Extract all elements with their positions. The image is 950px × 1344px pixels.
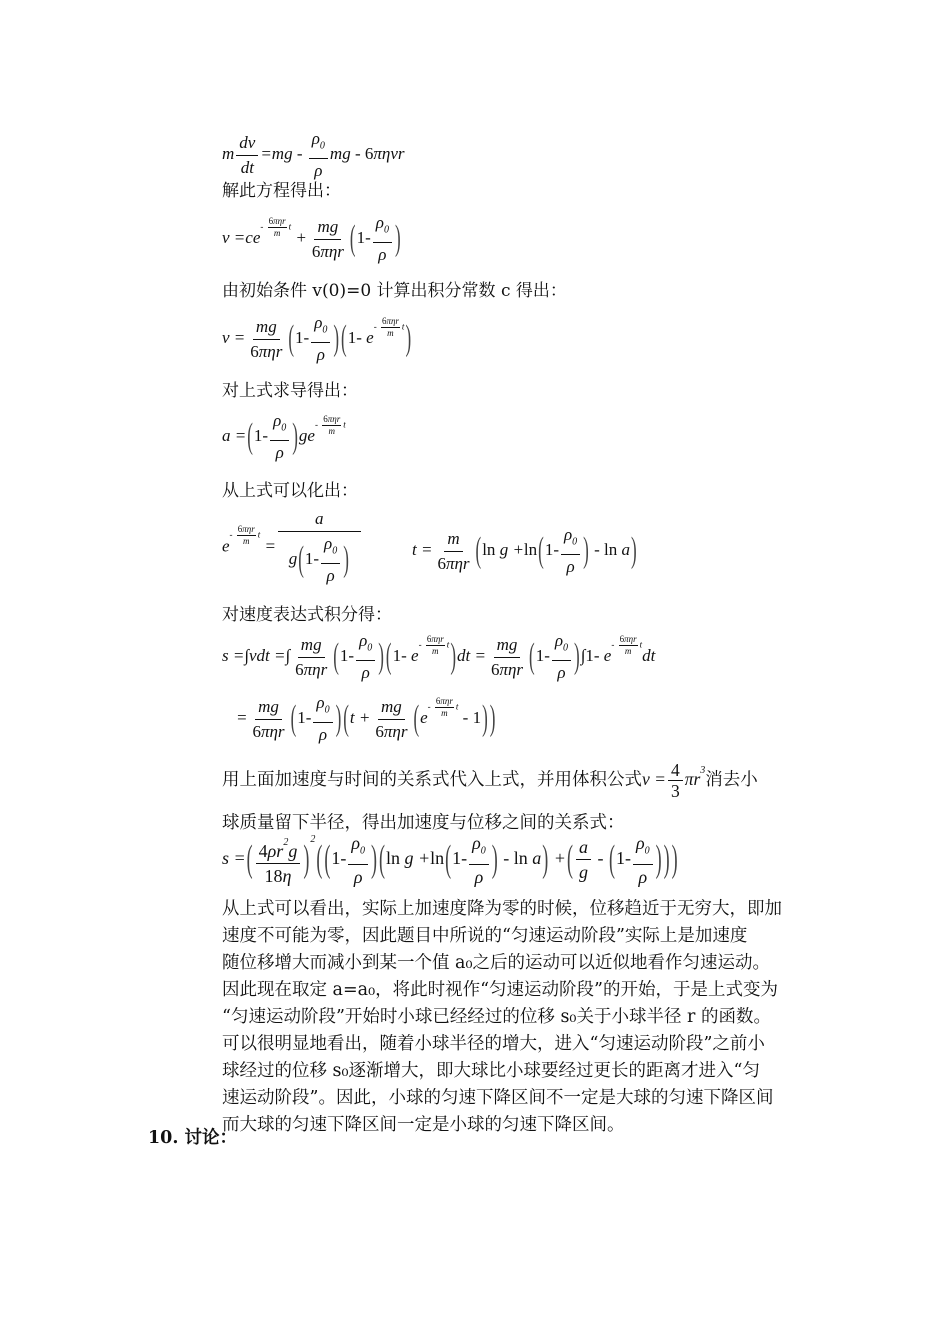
equation-exponential-ratio: e- 6πηr m t = a g(1- $\frac{\rho_0}{\rho}$ ) [222,508,363,587]
text-integrate: 对速度表达式积分得： [222,605,392,625]
conclusion-line: 速运动阶段”。因此，小球的匀速下降区间不一定是大球的匀速下降区间 [222,1088,774,1108]
equation-displacement-result: = mg 6πηr (1- $\frac{\rho_0}{\rho}$ ) (t + mg 6πηr (e- 6πηr m t - 1) ) [236,693,496,745]
conclusion-line: 从上式可以看出，实际上加速度降为零的时候，位移趋近于无穷大，即加 [222,899,782,919]
equation-velocity: v = mg 6πηr (1- $\frac{\rho_0}{\rho}$ ) (1- e- 6πηr m t) [222,313,412,365]
equation-general-solution: v =ce- 6πηr m t + mg 6πηr (1- $\frac{\rho_0}{\rho}$ ) [222,213,401,265]
conclusion-paragraph [222,896,832,1139]
conclusion-line: 而大球的匀速下降区间一定是小球的匀速下降区间。 [222,1115,625,1135]
conclusion-line: 速度不可能为零，因此题目中所说的“匀速运动阶段”实际上是加速度 [222,926,748,946]
volume-formula: v = $\frac{4}{3}$ $\pi r^3$ [642,760,706,802]
equation-acceleration: a =(1- $\frac{\rho_0}{\rho}$ )ge- 6πηr m t [222,411,346,463]
conclusion-line: 可以很明显地看出，随着小球半径的增大，进入“匀速运动阶段”之前小 [222,1034,765,1054]
text-simplify: 从上式可以化出： [222,481,358,501]
equation-displacement-integral: s =∫vdt =∫ mg 6πηr (1- $\frac{\rho_0}{\rho}$ ) (1- e- 6πηr m t)dt = mg 6πηr (1- $\frac{\rho_0}{\rho}$ )∫1- e- 6πηr m tdt [222,631,656,683]
text-derivative: 对上式求导得出： [222,381,358,401]
conclusion-line: 球经过的位移 s₀逐渐增大，即大球比小球要经过更长的距离才进入“匀 [222,1061,761,1081]
equation-time: t = m 6πηr (ln g +ln(1- $\frac{\rho_0}{\rho}$ ) - ln a) [412,525,637,577]
text-solve-equation: 解此方程得出： [222,181,341,201]
conclusion-line: “匀速运动阶段”开始时小球已经经过的位移 s₀关于小球半径 r 的函数。 [222,1007,771,1027]
equation-final-displacement: s =( $\frac{4\rho r^2g}{18\eta}$ )$^2$( (1- $\frac{\rho_0}{\rho}$ ) (ln g +ln(1- $\frac{\rho_0}{\rho}$ ) - ln a) +( $\frac{a}{g}$ - (1- $\frac{\rho_0}{\rho}$ ) ) ) [222,833,678,887]
conclusion-line: 因此现在取定 a=a₀，将此时视作“匀速运动阶段”的开始，于是上式变为 [222,980,778,1000]
conclusion-line: 随位移增大而减小到某一个值 a₀之后的运动可以近似地看作匀速运动。 [222,953,771,973]
text-substitute: 用上面加速度与时间的关系式代入上式，并用体积公式v = $\frac{4}{3}$ $\pi r^3$消去小 球质量留下半径，得出加速度与位移之间的关系式： [222,760,758,834]
text-initial-condition: 由初始条件 v(0)=0 计算出积分常数 c 得出： [222,281,567,301]
equation-motion: m $\frac{dv}{dt}$ =mg - $\frac{\rho_0}{\rho}$ mg - 6πηvr [222,129,405,181]
section-heading-discussion: 10. 讨论： [148,1128,238,1148]
